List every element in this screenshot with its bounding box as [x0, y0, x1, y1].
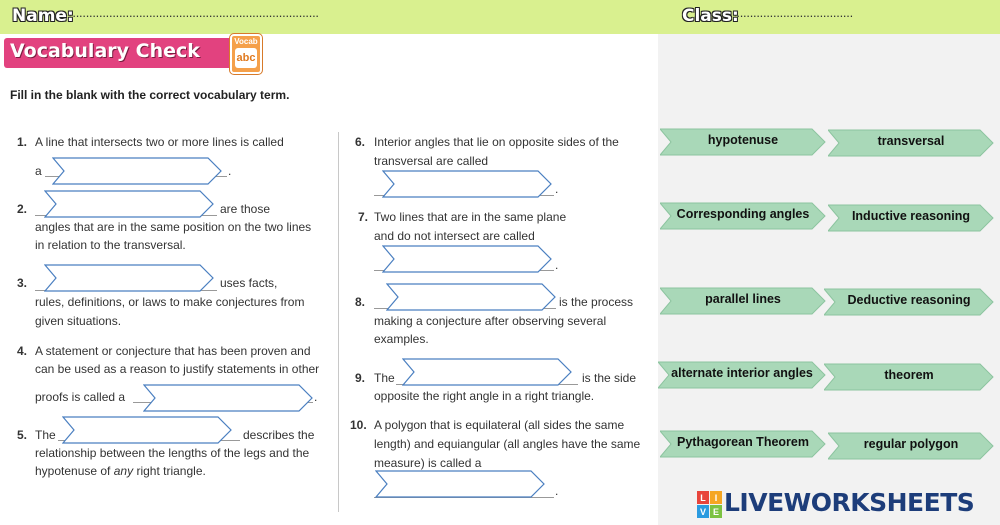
- question-text: is the process: [559, 295, 634, 309]
- question-text: A line that intersects two or more lines is called: [35, 135, 284, 149]
- blank-outline: [375, 470, 545, 498]
- answer-blank-9[interactable]: [402, 358, 572, 386]
- answer-blank-10[interactable]: [375, 470, 545, 498]
- answer-blank-7[interactable]: [382, 245, 552, 273]
- word-chip-label: Inductive reasoning: [851, 209, 971, 223]
- answer-blank-5[interactable]: [62, 416, 232, 444]
- question-number: 5.: [17, 428, 28, 442]
- word-chip-hypotenuse[interactable]: [660, 127, 826, 157]
- question-text-part: right triangle.: [136, 464, 206, 478]
- question-text: making a conjecture after observing several: [374, 314, 607, 328]
- question-text-emphasis: any: [113, 464, 134, 478]
- question-text: Two lines that are in the same plane: [374, 210, 567, 224]
- column-divider: [338, 132, 339, 512]
- question-number: 9.: [355, 371, 366, 385]
- question-number: 6.: [355, 135, 366, 149]
- question-text: The: [374, 371, 395, 385]
- word-chip-label: transversal: [877, 134, 945, 148]
- question-text: and do not intersect are called: [374, 229, 535, 243]
- word-chip-label: Corresponding angles: [676, 207, 810, 221]
- question-number: 4.: [17, 344, 28, 358]
- svg-text:L: L: [700, 493, 706, 503]
- blank-outline: [44, 264, 214, 292]
- blank-outline: [382, 245, 552, 273]
- question-text: examples.: [374, 332, 429, 346]
- word-chip-label: alternate interior angles: [671, 366, 813, 380]
- question-number: 8.: [355, 295, 366, 309]
- word-chip-pythagorean-theorem[interactable]: [660, 429, 826, 459]
- svg-text:E: E: [712, 507, 720, 517]
- class-label: Class:: [682, 6, 739, 26]
- question-text: .: [555, 258, 559, 272]
- question-text-part: hypotenuse of: [35, 464, 111, 478]
- question-text: are those: [220, 202, 271, 216]
- word-chip-theorem[interactable]: [824, 362, 994, 392]
- question-text: given situations.: [35, 314, 122, 328]
- page-title: Vocabulary Check: [10, 40, 200, 62]
- blank-outline: [143, 384, 313, 412]
- answer-blank-1[interactable]: [52, 157, 222, 185]
- word-chip-label: Deductive reasoning: [847, 293, 971, 307]
- question-text: .: [228, 164, 232, 178]
- svg-text:V: V: [699, 507, 707, 517]
- name-dots: ··········································································: [72, 8, 319, 23]
- question-text: opposite the right angle in a right triangle.: [374, 389, 595, 403]
- question-number: 7.: [358, 210, 369, 224]
- question-text: measure) is called a: [374, 456, 482, 470]
- logo-badge: [697, 491, 723, 519]
- question-number: 1.: [17, 135, 28, 149]
- instructions: Fill in the blank with the correct vocabulary term.: [10, 88, 290, 102]
- word-chip-label: Pythagorean Theorem: [677, 435, 809, 449]
- question-text: .: [555, 182, 559, 196]
- blank-outline: [62, 416, 232, 444]
- question-text: is the side: [582, 371, 637, 385]
- question-text: A polygon that is equilateral (all sides the same: [374, 418, 625, 432]
- question-text: Interior angles that lie on opposite sides of the: [374, 135, 619, 149]
- question-text: proofs is called a: [35, 390, 126, 404]
- word-chip-deductive-reasoning[interactable]: [824, 287, 994, 317]
- question-text: length) and equiangular (all angles have the same: [374, 437, 641, 451]
- word-chip-inductive-reasoning[interactable]: [828, 203, 994, 233]
- answer-blank-6[interactable]: [382, 170, 552, 198]
- name-label: Name:: [12, 6, 74, 26]
- liveworksheets-logo-icon: [697, 491, 723, 519]
- blank-outline: [44, 190, 214, 218]
- word-chip-corresponding-angles[interactable]: [660, 201, 826, 231]
- word-chip-regular-polygon[interactable]: [828, 431, 994, 461]
- blank-outline: [382, 170, 552, 198]
- question-number: 3.: [17, 276, 28, 290]
- word-chip-transversal[interactable]: [828, 128, 994, 158]
- blank-outline: [52, 157, 222, 185]
- word-chip-label: hypotenuse: [707, 133, 779, 147]
- word-chip-label: regular polygon: [863, 437, 959, 451]
- question-text: a: [35, 164, 42, 178]
- liveworksheets-logo-text: LIVEWORKSHEETS: [724, 488, 975, 517]
- question-text: in relation to the transversal.: [35, 238, 186, 252]
- question-text: rules, definitions, or laws to make conjectures from: [35, 295, 305, 309]
- question-number: 10.: [350, 418, 367, 432]
- question-text: can be used as a reason to justify statements in other: [35, 362, 320, 376]
- question-text: The: [35, 428, 56, 442]
- question-text: describes the: [243, 428, 315, 442]
- vocab-badge-icon: Vocab abc: [230, 34, 262, 74]
- blank-outline: [386, 283, 556, 311]
- answer-blank-3[interactable]: [44, 264, 214, 292]
- question-text: .: [555, 484, 559, 498]
- question-text: relationship between the lengths of the legs and the: [35, 446, 310, 460]
- word-chip-alternate-interior-angles[interactable]: [658, 360, 826, 390]
- blank-outline: [402, 358, 572, 386]
- answer-blank-2[interactable]: [44, 190, 214, 218]
- question-text: .: [314, 390, 318, 404]
- class-dots: ···································: [736, 8, 853, 23]
- answer-blank-8[interactable]: [386, 283, 556, 311]
- question-text: A statement or conjecture that has been proven and: [35, 344, 311, 358]
- word-chip-label: theorem: [884, 368, 934, 382]
- answer-blank-4[interactable]: [143, 384, 313, 412]
- question-text: uses facts,: [220, 276, 278, 290]
- question-number: 2.: [17, 202, 28, 216]
- word-chip-parallel-lines[interactable]: [660, 286, 826, 316]
- question-text: angles that are in the same position on the two lines: [35, 220, 312, 234]
- svg-text:I: I: [714, 493, 718, 503]
- question-text: [35, 462, 206, 480]
- word-chip-label: parallel lines: [705, 292, 781, 306]
- question-text: transversal are called: [374, 154, 489, 168]
